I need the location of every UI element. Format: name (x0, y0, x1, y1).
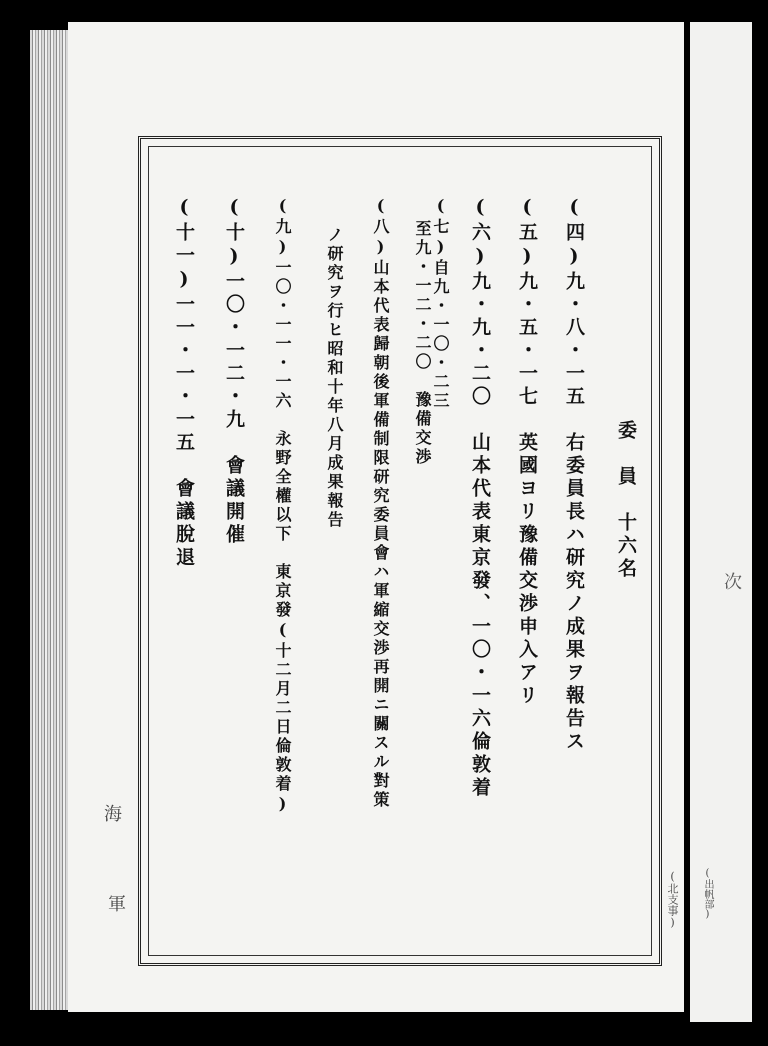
entry-10: (十)一〇・一二・九 會議開催 (223, 196, 245, 547)
margin-char-military: 軍 (108, 894, 126, 915)
entry-5: (五)九・五・一七 英國ヨリ豫備交渉申入アリ (516, 196, 538, 708)
margin-char-sea: 海 (104, 804, 122, 825)
adjacent-page-char: 次 (724, 572, 742, 593)
committee-heading: 委 員 十六名 (615, 420, 637, 581)
entry-8-continued: ノ研究ヲ行ヒ昭和十年八月成果報告 (325, 226, 344, 530)
entry-7-to: 至九・一二・二〇 豫備交渉 (413, 220, 432, 467)
frame-side-note: (北支事) (666, 870, 679, 929)
book-left-edge (30, 30, 72, 1010)
entry-11: (十一)一一・一・一五 會議脫退 (173, 196, 195, 570)
entry-8: (八)山本代表歸朝後軍備制限研究委員會ハ軍縮交渉再開ニ關スル對策 (371, 196, 390, 810)
entry-6: (六)九・九・二〇 山本代表東京發、一〇・一六倫敦着 (469, 196, 491, 800)
adjacent-page-note: (出帆部) (702, 868, 713, 920)
entry-9: (九)一〇・一一・一六 永野全權以下 東京發(十二月二日倫敦着) (273, 196, 292, 816)
entry-4: (四)九・八・一五 右委員長ハ研究ノ成果ヲ報告ス (563, 196, 585, 754)
entry-7-from: (七)自九・一〇・二三 (431, 196, 450, 411)
